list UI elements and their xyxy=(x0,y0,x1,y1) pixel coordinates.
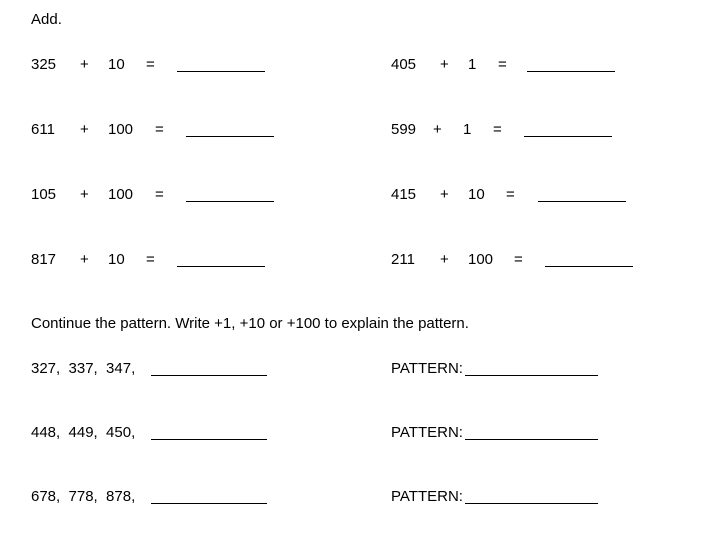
addend-a: 817 xyxy=(31,251,57,268)
plus-sign: + xyxy=(440,251,449,268)
answer-blank[interactable] xyxy=(538,201,626,202)
plus-sign: + xyxy=(80,251,89,268)
addend-b: 10 xyxy=(108,56,125,73)
pattern-label: PATTERN: xyxy=(391,360,463,377)
addend-a: 415 xyxy=(391,186,417,203)
pattern-label: PATTERN: xyxy=(391,488,463,505)
addend-a: 405 xyxy=(391,56,417,73)
equals-sign: = xyxy=(155,121,164,138)
pattern-blank[interactable] xyxy=(465,503,598,504)
plus-sign: + xyxy=(440,186,449,203)
addend-b: 1 xyxy=(463,121,472,138)
answer-blank[interactable] xyxy=(527,71,615,72)
addend-a: 611 xyxy=(31,121,55,138)
equals-sign: = xyxy=(155,186,164,203)
addend-b: 1 xyxy=(468,56,477,73)
pattern-blank[interactable] xyxy=(465,439,598,440)
addend-a: 599 xyxy=(391,121,417,138)
next-term-blank[interactable] xyxy=(151,375,267,376)
addend-b: 10 xyxy=(108,251,125,268)
next-term-blank[interactable] xyxy=(151,503,267,504)
addend-b: 100 xyxy=(468,251,494,268)
plus-sign: + xyxy=(440,56,449,73)
plus-sign: + xyxy=(80,56,89,73)
pattern-blank[interactable] xyxy=(465,375,598,376)
addend-a: 325 xyxy=(31,56,57,73)
answer-blank[interactable] xyxy=(186,201,274,202)
answer-blank[interactable] xyxy=(186,136,274,137)
sequence-terms: 448, 449, 450, xyxy=(31,424,136,441)
plus-sign: + xyxy=(80,186,89,203)
equals-sign: = xyxy=(506,186,515,203)
addend-a: 211 xyxy=(391,251,415,268)
equals-sign: = xyxy=(146,56,155,73)
addend-b: 100 xyxy=(108,121,134,138)
sequence-terms: 678, 778, 878, xyxy=(31,488,136,505)
answer-blank[interactable] xyxy=(545,266,633,267)
plus-sign: + xyxy=(433,121,442,138)
next-term-blank[interactable] xyxy=(151,439,267,440)
answer-blank[interactable] xyxy=(524,136,612,137)
pattern-instruction: Continue the pattern. Write +1, +10 or +100 to explain the pattern. xyxy=(31,315,469,332)
equals-sign: = xyxy=(498,56,507,73)
pattern-label: PATTERN: xyxy=(391,424,463,441)
plus-sign: + xyxy=(80,121,89,138)
equals-sign: = xyxy=(493,121,502,138)
addend-a: 105 xyxy=(31,186,57,203)
answer-blank[interactable] xyxy=(177,71,265,72)
heading: Add. xyxy=(31,11,62,28)
equals-sign: = xyxy=(514,251,523,268)
addend-b: 100 xyxy=(108,186,134,203)
equals-sign: = xyxy=(146,251,155,268)
sequence-terms: 327, 337, 347, xyxy=(31,360,136,377)
answer-blank[interactable] xyxy=(177,266,265,267)
addend-b: 10 xyxy=(468,186,485,203)
